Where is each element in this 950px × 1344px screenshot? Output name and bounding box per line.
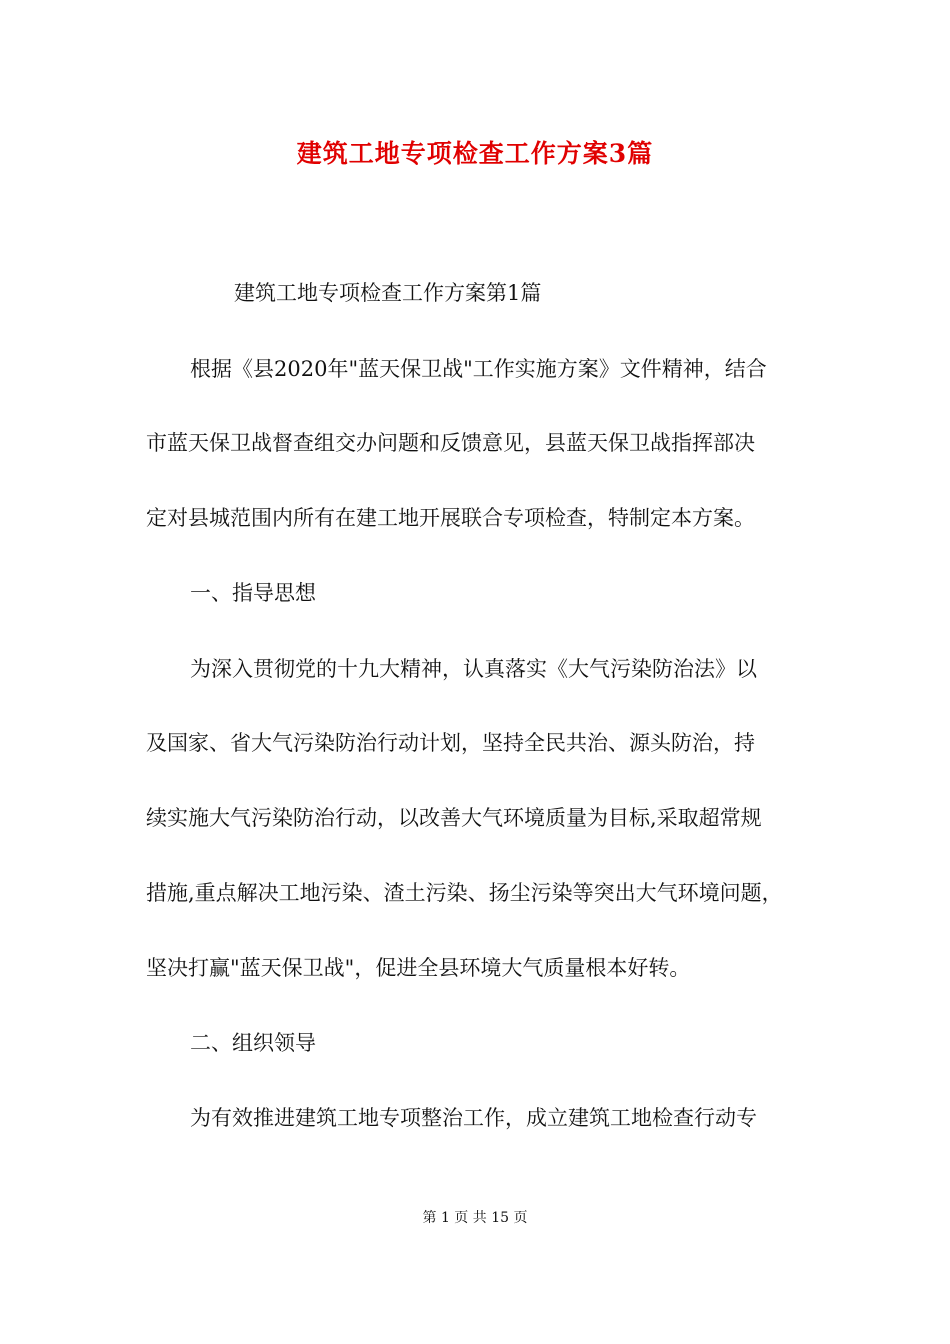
paragraph-line: 及国家、省大气污染防治行动计划，坚持全民共治、源头防治，持: [146, 731, 755, 755]
section-heading: 二、组织领导: [190, 1031, 316, 1055]
paragraph-line: 根据《县2020年"蓝天保卫战"工作实施方案》文件精神，结合: [190, 357, 767, 381]
paragraph-line: 定对县城范围内所有在建工地开展联合专项检查，特制定本方案。: [146, 506, 755, 530]
paragraph-line: 市蓝天保卫战督查组交办问题和反馈意见，县蓝天保卫战指挥部决: [146, 431, 755, 455]
paragraph-line: 坚决打赢"蓝天保卫战"，促进全县环境大气质量根本好转。: [146, 956, 691, 980]
section-heading: 一、指导思想: [190, 581, 316, 605]
document-title: 建筑工地专项检查工作方案3篇: [296, 139, 654, 168]
paragraph-line: 措施,重点解决工地污染、渣土污染、扬尘污染等突出大气环境问题，: [146, 881, 783, 905]
section-heading: 建筑工地专项检查工作方案第1篇: [234, 281, 542, 305]
paragraph-line: 续实施大气污染防治行动，以改善大气环境质量为目标,采取超常规: [146, 806, 762, 830]
paragraph-line: 为深入贯彻党的十九大精神，认真落实《大气污染防治法》以: [190, 657, 757, 681]
paragraph-line: 为有效推进建筑工地专项整治工作，成立建筑工地检查行动专: [190, 1106, 757, 1130]
page-footer: 第 1 页 共 15 页: [422, 1210, 528, 1226]
